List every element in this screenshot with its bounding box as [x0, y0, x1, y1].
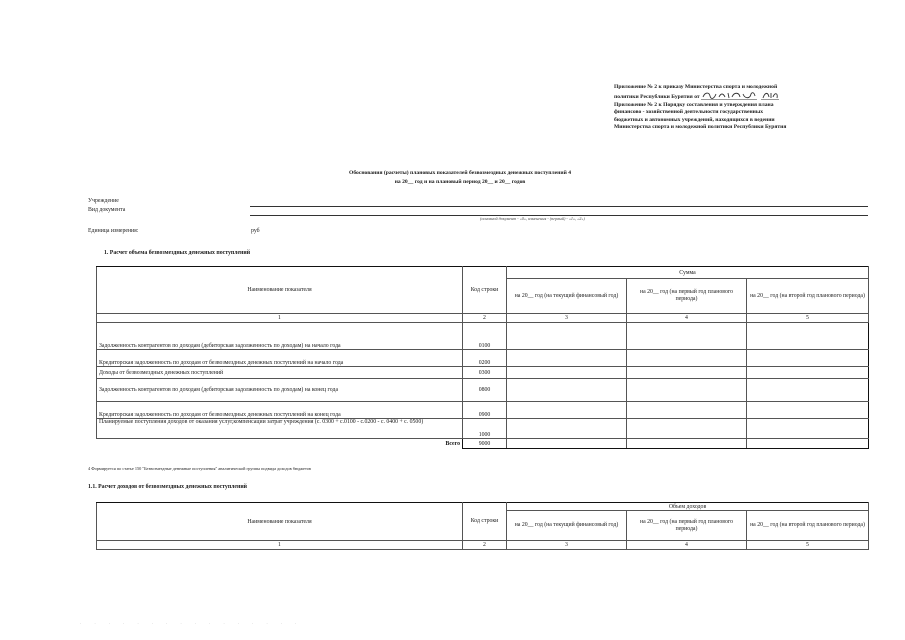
header-year-3: на 20__ год (на второй год планового периода): [747, 511, 869, 541]
table-row: [97, 323, 869, 350]
col-number: 2: [463, 541, 507, 550]
handwritten-date-signature: [701, 91, 779, 100]
row-name: Кредиторская задолженность по доходам от безвозмездных денежных поступлений на начало года: [97, 350, 463, 367]
appendix-line-2: [614, 91, 854, 101]
title-line-2: на 20__ год и на плановый период 20__ и 20__ годов: [394, 179, 526, 185]
col-number: 4: [627, 541, 747, 550]
col-number: 5: [747, 314, 869, 323]
header-year-1: на 20__ год (на текущий финансовый год): [507, 511, 627, 541]
footnote: 4 Формируется по статье 150 "Безвозмездные денежные поступления" аналитической группы подвида доходов бюджетов: [88, 466, 311, 471]
col-number: 2: [463, 314, 507, 323]
col-number: 3: [507, 541, 627, 550]
column-numbers-row: [97, 314, 869, 323]
value-cell[interactable]: [507, 379, 627, 402]
value-cell[interactable]: [627, 439, 747, 449]
appendix-line-4: финансово - хозяйственной деятельности государственных: [614, 109, 764, 116]
header-sum: Сумма: [507, 267, 869, 279]
value-cell[interactable]: [747, 323, 869, 350]
title-line-1: Обоснования (расчеты) плановых показателей безвозмездных денежных поступлений 4: [348, 170, 572, 176]
total-row: [97, 439, 869, 449]
appendix-line-3: Приложение № 2 к Порядку составления и утверждения плана: [614, 101, 774, 108]
value-cell[interactable]: [627, 323, 747, 350]
header-code: Код строки: [463, 267, 507, 314]
header-year-2: на 20__ год (на первый год планового периода): [627, 279, 747, 314]
row-name: Задолженность контрагентов по доходам (дебиторская задолженность по доходам) на конец года: [97, 379, 463, 402]
scan-artifact-marks: · · · · · · · · · · · · · · · ·: [80, 621, 303, 626]
value-cell[interactable]: [627, 367, 747, 379]
header-year-3: на 20__ год (на второй год планового периода): [747, 279, 869, 314]
value-cell[interactable]: [627, 402, 747, 419]
table-row: [97, 350, 869, 367]
value-cell[interactable]: [507, 419, 627, 439]
total-label: Всего: [445, 440, 460, 447]
unit-value: руб: [251, 228, 260, 234]
header-volume: Объем доходов: [507, 503, 869, 511]
unit-label: Единица измерения:: [88, 228, 139, 234]
col-number: 5: [747, 541, 869, 550]
row-code: 0900: [463, 402, 507, 419]
value-cell[interactable]: [627, 350, 747, 367]
section-1-1-table: [96, 502, 869, 550]
value-cell[interactable]: [627, 379, 747, 402]
col-number: 1: [97, 314, 463, 323]
value-cell[interactable]: [747, 402, 869, 419]
row-code: 0200: [463, 350, 507, 367]
value-cell[interactable]: [747, 419, 869, 439]
header-name: Наименование показателя: [97, 503, 463, 541]
appendix-line-5: бюджетных и автономных учреждений, находящихся в ведении: [614, 116, 775, 123]
table-row: [97, 367, 869, 379]
row-code: 0100: [463, 323, 507, 350]
table-row: [97, 419, 869, 439]
appendix-line-2-prefix: политики Республики Бурятия от: [614, 94, 700, 101]
value-cell[interactable]: [507, 367, 627, 379]
col-number: 3: [507, 314, 627, 323]
value-cell[interactable]: [627, 419, 747, 439]
value-cell[interactable]: [747, 379, 869, 402]
institution-field-line[interactable]: [250, 206, 868, 207]
row-name: Задолженность контрагентов по доходам (дебиторская задолженность по доходам) на начало года: [97, 323, 463, 350]
value-cell[interactable]: [747, 350, 869, 367]
row-name: Доходы от безвозмездных денежных поступлений: [97, 367, 463, 379]
document-title: [200, 169, 720, 187]
table-row: [97, 379, 869, 402]
header-name: Наименование показателя: [97, 267, 463, 314]
appendix-line-1: Приложение № 2 к приказу Министерства спорта и молодежной: [614, 84, 778, 90]
doc-type-label: Вид документа: [88, 207, 126, 213]
header-code: Код строки: [463, 503, 507, 541]
row-code: 0800: [463, 379, 507, 402]
value-cell[interactable]: [747, 439, 869, 449]
row-name: Кредиторская задолженность по доходам от безвозмездных денежных поступлений на конец года: [97, 402, 463, 419]
header-year-2: на 20__ год (на первый год планового периода): [627, 511, 747, 541]
row-name: Планируемые поступления доходов от оказания услуг,компенсации затрат учреждения (с. 0300 + с.0100 - с.0200 - с. 0400 + с. 0500): [97, 419, 463, 439]
header-year-1: на 20__ год (на текущий финансовый год): [507, 279, 627, 314]
value-cell[interactable]: [507, 402, 627, 419]
appendix-block: [614, 84, 854, 131]
row-code: 1000: [463, 419, 507, 439]
col-number: 1: [97, 541, 463, 550]
doc-type-hint: (основной документ - «0», изменения - (первый) - «1», «2»): [480, 216, 585, 221]
value-cell[interactable]: [507, 350, 627, 367]
value-cell[interactable]: [507, 323, 627, 350]
value-cell[interactable]: [747, 367, 869, 379]
section-1-table: [96, 266, 869, 449]
section-1-1-title: 1.1. Расчет доходов от безвозмездных денежных поступлений: [88, 484, 248, 490]
appendix-line-6: Министерства спорта и молодежной политики Республики Бурятия: [614, 124, 787, 131]
table-row: [97, 402, 869, 419]
col-number: 4: [627, 314, 747, 323]
column-numbers-row: [97, 541, 869, 550]
section-1-title: 1. Расчет объема безвозмездных денежных поступлений: [104, 250, 251, 256]
total-code: 9000: [463, 439, 507, 449]
institution-label: Учреждение: [88, 198, 119, 204]
value-cell[interactable]: [507, 439, 627, 449]
row-code: 0300: [463, 367, 507, 379]
